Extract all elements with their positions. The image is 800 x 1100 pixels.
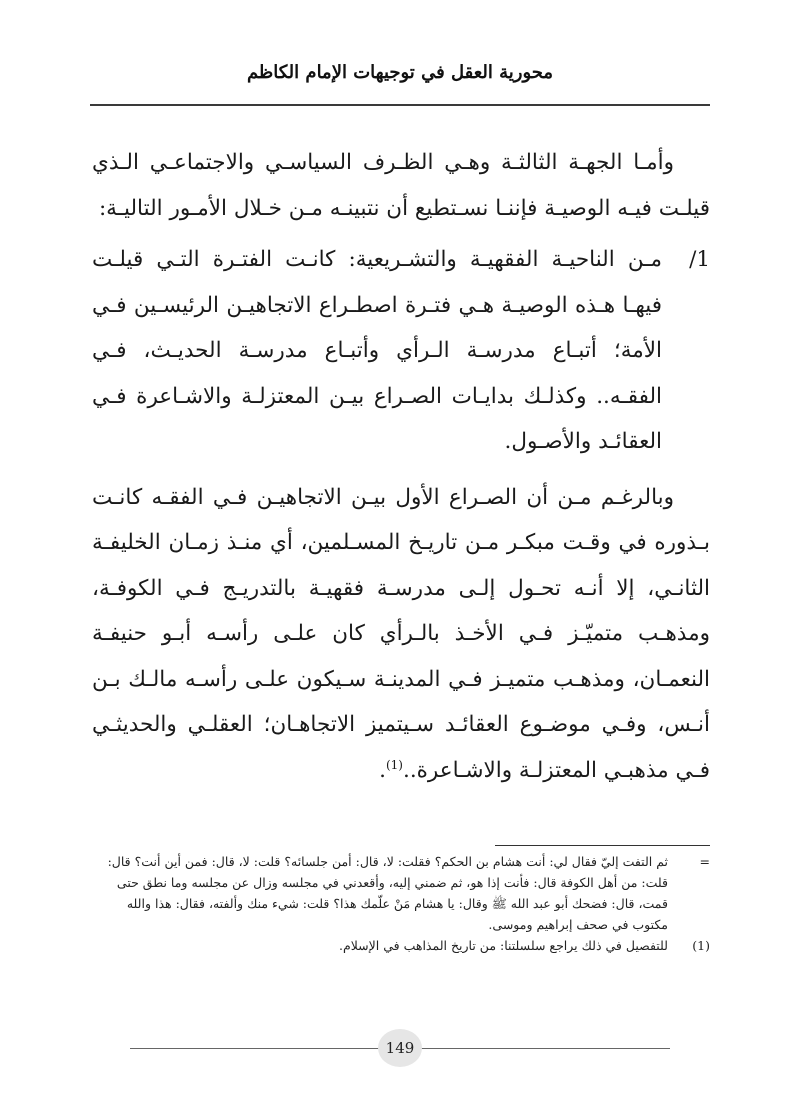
footer-rule-right [408,1048,670,1049]
footnote-divider [495,845,710,846]
header-divider [90,104,710,106]
paragraph-2 [92,475,710,794]
footer-rule-left [130,1048,392,1049]
footnote-1-mark: (1) [692,938,710,953]
footnote-1-text: للتفصيل في ذلك يراجع سلسلتنا: من تاريخ المذاهب في الإسلام. [338,938,668,953]
footnote-1 [92,935,710,956]
footnotes [92,851,710,956]
footnote-continuation [92,851,710,935]
paragraph-1: وأمـا الجهـة الثالثـة وهـي الظـرف السياسـي والاجتماعـي الـذي قيلـت فيـه الوصيـة فإننـا نسـتطيع أن نتبينـه مـن خـلال الأمـور التاليـة: [92,150,710,221]
footnote-continuation-mark: = [699,854,710,869]
list-item-number: 1/ [689,247,710,272]
page-number: 149 [378,1029,422,1067]
running-header-title: محورية العقل في توجيهات الإمام الكاظم [246,62,554,83]
main-text [92,140,710,799]
paragraph-2-text: وبالرغـم مـن أن الصـراع الأول بيـن الاتجاهيـن فـي الفقـه كانـت بـذوره في وقـت مبكـر مـن تاريـخ المسـلمين، أي منـذ زمـان الخليفـة الثانـي، إلا أنـه تحـول إلـى مدرسـة فقهيـة بالتدريـج فـي الكوفـة، ومذهـب متميّـز فـي الأخـذ بالـرأي كان علـى رأسـه أبـو حنيفـة النعمـان، ومذهـب متميـز فـي المدينـة سـيكون علـى رأسـه مالـك بـن أنـس، وفـي موضـوع العقائـد سـيتميز الاتجاهـان؛ العقلـي والحديثـي فـي مذهبـي المعتزلـة والاشـاعرة.. [92,484,710,783]
list-item-text: مـن الناحيـة الفقهيـة والتشـريعية: كانـت الفتـرة التـي قيلـت فيهـا هـذه الوصيـة هـي فتـرة اصطـراع الاتجاهيـن الرئيسـين فـي الأمة؛ أتبـاع مدرسـة الـرأي وأتبـاع مدرسـة الحديـث، فـي الفقـه.. وكذلـك بدايـات الصـراع بيـن المعتزلـة والاشـاعرة فـي العقائـد والأصـول. [92,247,662,454]
footnote-reference[interactable]: (1) [385,757,403,772]
footnote-continuation-text: ثم التفت إليّ فقال لي: أنت هشام بن الحكم؟ فقلت: لا، قال: أمن جلسائه؟ قلت: لا، قال: فمن أين أنت؟ قال: قلت: من أهل الكوفة قال: فأنت إذا هو، ثم ضمني إليه، وأقعدني في مجلسه وزال عن مجلسه وما نطق حتى قمت، قال: فضحك أبو عبد الله ﷺ وقال: يا هشام مَنْ علّمك هذا؟ قلت: شيء منك وألفته، فقال: هذا والله مكتوب في صحف إبراهيم وموسى. [107,854,668,932]
paragraph-2-end: . [379,757,386,783]
list-item-1 [92,237,710,465]
